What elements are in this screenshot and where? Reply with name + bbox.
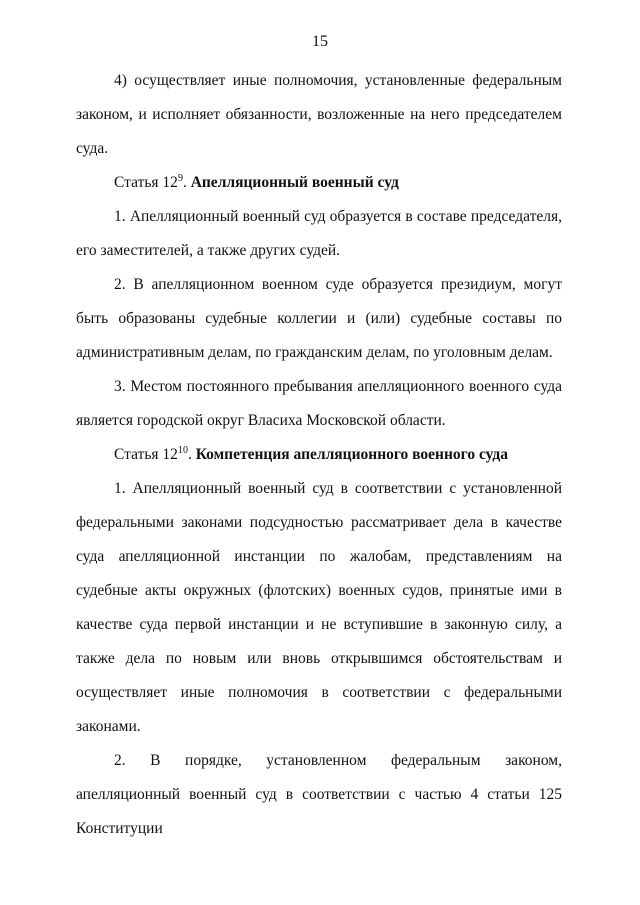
page-number: 15 <box>312 33 328 50</box>
paragraph-location: 3. Местом постоянного пребывания апелляционного военного суда является городской округ Власиха Московской области. <box>76 378 562 429</box>
article-heading-12-10 <box>76 438 562 472</box>
paragraph-composition: 1. Апелляционный военный суд образуется в составе председателя, его заместителей, а также других судей. <box>76 208 562 259</box>
article-number-prefix: Статья 12 <box>114 446 178 463</box>
article-heading-12-9 <box>76 166 562 200</box>
article-number-prefix: Статья 12 <box>114 174 178 191</box>
document-body <box>76 64 562 846</box>
paragraph-presidium: 2. В апелляционном военном суде образуется президиум, могут быть образованы судебные коллегии и (или) судебные составы по административным делам, по гражданским делам, по уголовным делам. <box>76 276 562 361</box>
article-number-superscript: 10 <box>177 445 188 456</box>
article-title: Апелляционный военный суд <box>190 174 399 191</box>
article-separator: . <box>187 446 196 463</box>
paragraph-competence: 1. Апелляционный военный суд в соответствии с установленной федеральными законами подсудностью рассматривает дела в качестве суда апелляционной инстанции по жалобам, представлениям на судебные акты окружных (флотских) военных судов, принятые ими в качестве суда первой инстанции и не вступившие в законную силу, а также дела по новым или вновь открывшимся обстоятельствам и осуществляет иные полномочия в соответствии с федеральными законами. <box>76 480 562 735</box>
paragraph-powers: 4) осуществляет иные полномочия, установленные федеральным законом, и исполняет обязанности, возложенные на него председателем суда. <box>76 72 562 157</box>
paragraph-constitution: 2. В порядке, установленном федеральным законом, апелляционный военный суд в соответствии с частью 4 статьи 125 Конституции <box>76 752 562 837</box>
article-separator: . <box>182 174 191 191</box>
article-title: Компетенция апелляционного военного суда <box>195 446 508 463</box>
article-number-superscript: 9 <box>177 173 183 184</box>
